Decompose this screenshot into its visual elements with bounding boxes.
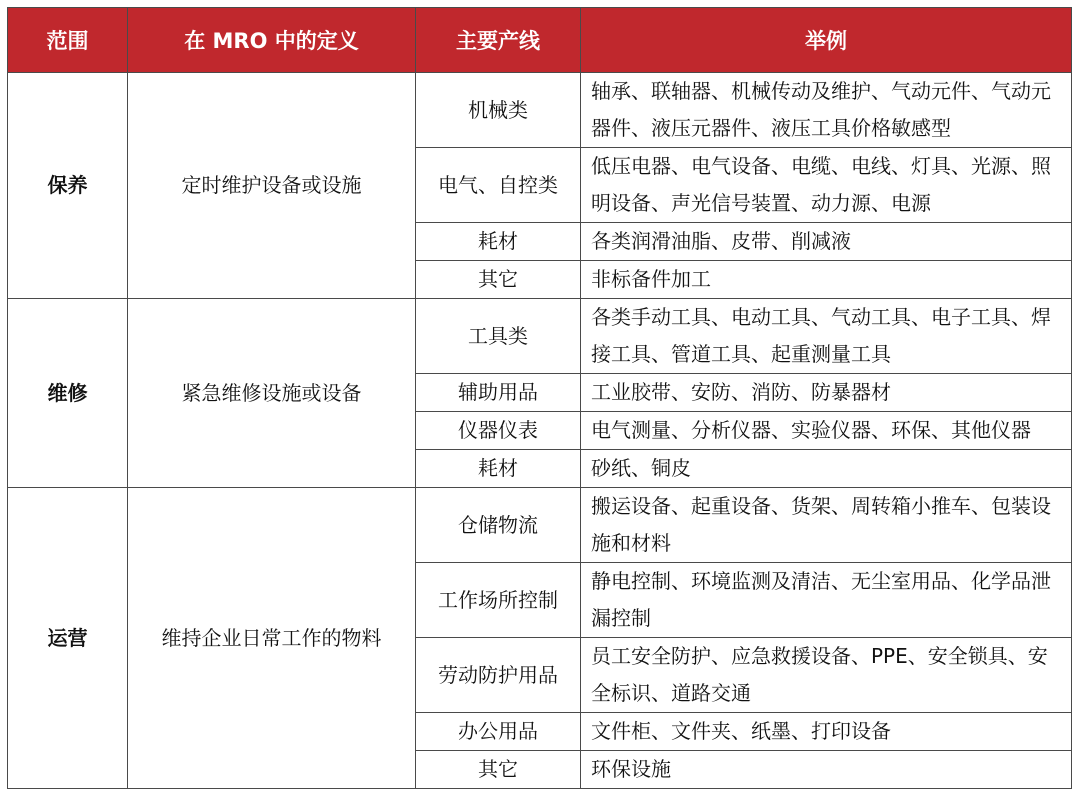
example-cell: 轴承、联轴器、机械传动及维护、气动元件、气动元器件、液压元器件、液压工具价格敏感型 <box>581 73 1072 148</box>
example-cell: 非标备件加工 <box>581 261 1072 299</box>
header-scope: 范围 <box>8 8 128 73</box>
table-row <box>8 299 1072 374</box>
product-line-cell: 电气、自控类 <box>416 148 581 223</box>
product-line-cell: 劳动防护用品 <box>416 638 581 713</box>
example-cell: 静电控制、环境监测及清洁、无尘室用品、化学品泄漏控制 <box>581 563 1072 638</box>
scope-cell-repair: 维修 <box>8 299 128 488</box>
example-cell: 环保设施 <box>581 751 1072 789</box>
example-cell: 员工安全防护、应急救援设备、PPE、安全锁具、安全标识、道路交通 <box>581 638 1072 713</box>
product-line-cell: 工具类 <box>416 299 581 374</box>
scope-cell-operations: 运营 <box>8 488 128 789</box>
product-line-cell: 工作场所控制 <box>416 563 581 638</box>
header-product-line: 主要产线 <box>416 8 581 73</box>
example-cell: 各类手动工具、电动工具、气动工具、电子工具、焊接工具、管道工具、起重测量工具 <box>581 299 1072 374</box>
product-line-cell: 机械类 <box>416 73 581 148</box>
table-row <box>8 73 1072 148</box>
product-line-cell: 其它 <box>416 261 581 299</box>
definition-cell-maintenance: 定时维护设备或设施 <box>128 73 416 299</box>
example-cell: 工业胶带、安防、消防、防暴器材 <box>581 374 1072 412</box>
scope-cell-maintenance: 保养 <box>8 73 128 299</box>
header-examples: 举例 <box>581 8 1072 73</box>
product-line-cell: 办公用品 <box>416 713 581 751</box>
example-cell: 各类润滑油脂、皮带、削减液 <box>581 223 1072 261</box>
product-line-cell: 其它 <box>416 751 581 789</box>
product-line-cell: 辅助用品 <box>416 374 581 412</box>
example-cell: 低压电器、电气设备、电缆、电线、灯具、光源、照明设备、声光信号装置、动力源、电源 <box>581 148 1072 223</box>
header-row <box>8 8 1072 73</box>
example-cell: 文件柜、文件夹、纸墨、打印设备 <box>581 713 1072 751</box>
mro-table <box>7 7 1072 789</box>
product-line-cell: 耗材 <box>416 223 581 261</box>
table-row <box>8 488 1072 563</box>
header-definition: 在 MRO 中的定义 <box>128 8 416 73</box>
product-line-cell: 耗材 <box>416 450 581 488</box>
definition-cell-operations: 维持企业日常工作的物料 <box>128 488 416 789</box>
example-cell: 电气测量、分析仪器、实验仪器、环保、其他仪器 <box>581 412 1072 450</box>
definition-cell-repair: 紧急维修设施或设备 <box>128 299 416 488</box>
example-cell: 搬运设备、起重设备、货架、周转箱小推车、包装设施和材料 <box>581 488 1072 563</box>
product-line-cell: 仪器仪表 <box>416 412 581 450</box>
example-cell: 砂纸、铜皮 <box>581 450 1072 488</box>
product-line-cell: 仓储物流 <box>416 488 581 563</box>
